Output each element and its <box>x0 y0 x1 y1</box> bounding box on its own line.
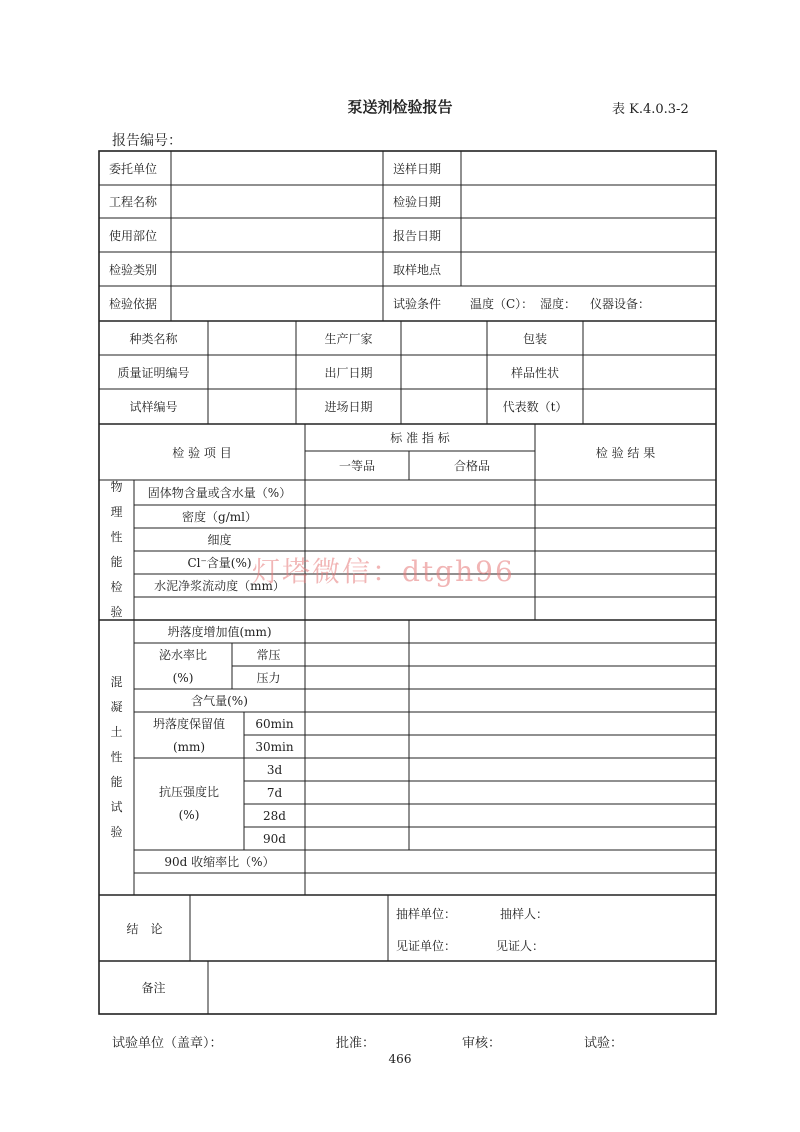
page-title: 泵送剂检验报告 <box>347 98 453 116</box>
shrinkage-ratio-label: 90d 收缩率比（%） <box>164 855 275 869</box>
physical-group-label: 物 理 性 能 检 验 <box>110 480 123 619</box>
chloride-label: Cl⁻含量(%) <box>187 556 252 570</box>
fineness-label: 细度 <box>207 533 232 547</box>
strength-unit-label: (%) <box>178 807 200 822</box>
density-label: 密度（g/ml） <box>182 510 257 524</box>
7d-label: 7d <box>266 785 283 800</box>
quality-cert-label: 质量证明编号 <box>117 365 190 380</box>
pressure-label: 压力 <box>256 671 281 685</box>
30min-label: 30min <box>255 739 294 754</box>
humidity-label: 湿度： <box>540 297 577 311</box>
3d-label: 3d <box>266 762 283 777</box>
slump-retention-unit: (mm) <box>172 739 206 754</box>
bleeding-unit-label: (%) <box>172 670 194 685</box>
project-name-label: 工程名称 <box>109 195 158 209</box>
temperature-label: 温度（C）： <box>470 297 534 311</box>
specimen-no-label: 试样编号 <box>129 400 178 414</box>
slump-increase-label: 坍落度增加值(mm) <box>167 625 272 639</box>
strength-ratio-label: 抗压强度比 <box>158 785 219 799</box>
sampling-location-label: 取样地点 <box>393 262 442 277</box>
report-date-label: 报告日期 <box>393 228 442 243</box>
test-condition-label: 试验条件 <box>393 297 442 311</box>
table-number: 表 K.4.0.3-2 <box>612 102 689 117</box>
slump-retention-label: 坍落度保留值 <box>152 717 225 731</box>
paste-fluidity-label: 水泥净浆流动度（mm） <box>154 579 285 593</box>
conclusion-label: 结 论 <box>126 921 163 936</box>
lab-unit-label: 试验单位（盖章）： <box>112 1036 223 1051</box>
usage-location-label: 使用部位 <box>109 228 158 243</box>
60min-label: 60min <box>255 716 294 731</box>
entry-date-label: 进场日期 <box>324 400 373 414</box>
first-grade-header: 一等品 <box>338 459 375 473</box>
normal-pressure-label: 常压 <box>256 648 281 662</box>
factory-date-label: 出厂日期 <box>324 365 373 380</box>
28d-label: 28d <box>263 808 286 823</box>
inspection-type-label: 检验类别 <box>109 262 158 277</box>
qualified-header: 合格品 <box>453 459 490 473</box>
inspection-item-header: 检 验 项 目 <box>172 445 232 460</box>
equipment-label: 仪器设备： <box>590 297 651 311</box>
type-name-label: 种类名称 <box>129 331 178 346</box>
witness-unit-label: 见证单位： <box>396 938 457 953</box>
review-label: 审核： <box>462 1036 502 1051</box>
inspection-date-label: 检验日期 <box>393 195 442 209</box>
remark-label: 备注 <box>141 981 166 995</box>
report-number-label: 报告编号： <box>112 133 182 149</box>
sample-property-label: 样品性状 <box>510 365 559 380</box>
sampler-unit-label: 抽样单位： <box>396 906 457 921</box>
sampler-label: 抽样人： <box>500 906 549 921</box>
solid-content-label: 固体物含量或含水量（%） <box>147 486 292 500</box>
tester-label: 试验： <box>584 1036 624 1051</box>
air-content-label: 含气量(%) <box>191 694 248 708</box>
client-unit-label: 委托单位 <box>109 161 158 176</box>
watermark-text: 灯塔微信：dtgh96 <box>252 555 515 588</box>
packaging-label: 包装 <box>522 331 547 346</box>
bleeding-ratio-label: 泌水率比 <box>158 648 207 662</box>
manufacturer-label: 生产厂家 <box>324 331 373 346</box>
witness-label: 见证人： <box>496 938 545 953</box>
page-number: 466 <box>388 1052 412 1066</box>
90d-label: 90d <box>263 831 286 846</box>
standard-header: 标 准 指 标 <box>390 431 450 445</box>
approve-label: 批准： <box>336 1036 376 1051</box>
delivery-date-label: 送样日期 <box>393 161 442 176</box>
inspection-basis-label: 检验依据 <box>109 297 158 311</box>
result-header: 检 验 结 果 <box>595 445 656 460</box>
represent-qty-label: 代表数（t） <box>502 400 568 414</box>
concrete-group-label: 混 凝 土 性 能 试 验 <box>110 675 123 839</box>
